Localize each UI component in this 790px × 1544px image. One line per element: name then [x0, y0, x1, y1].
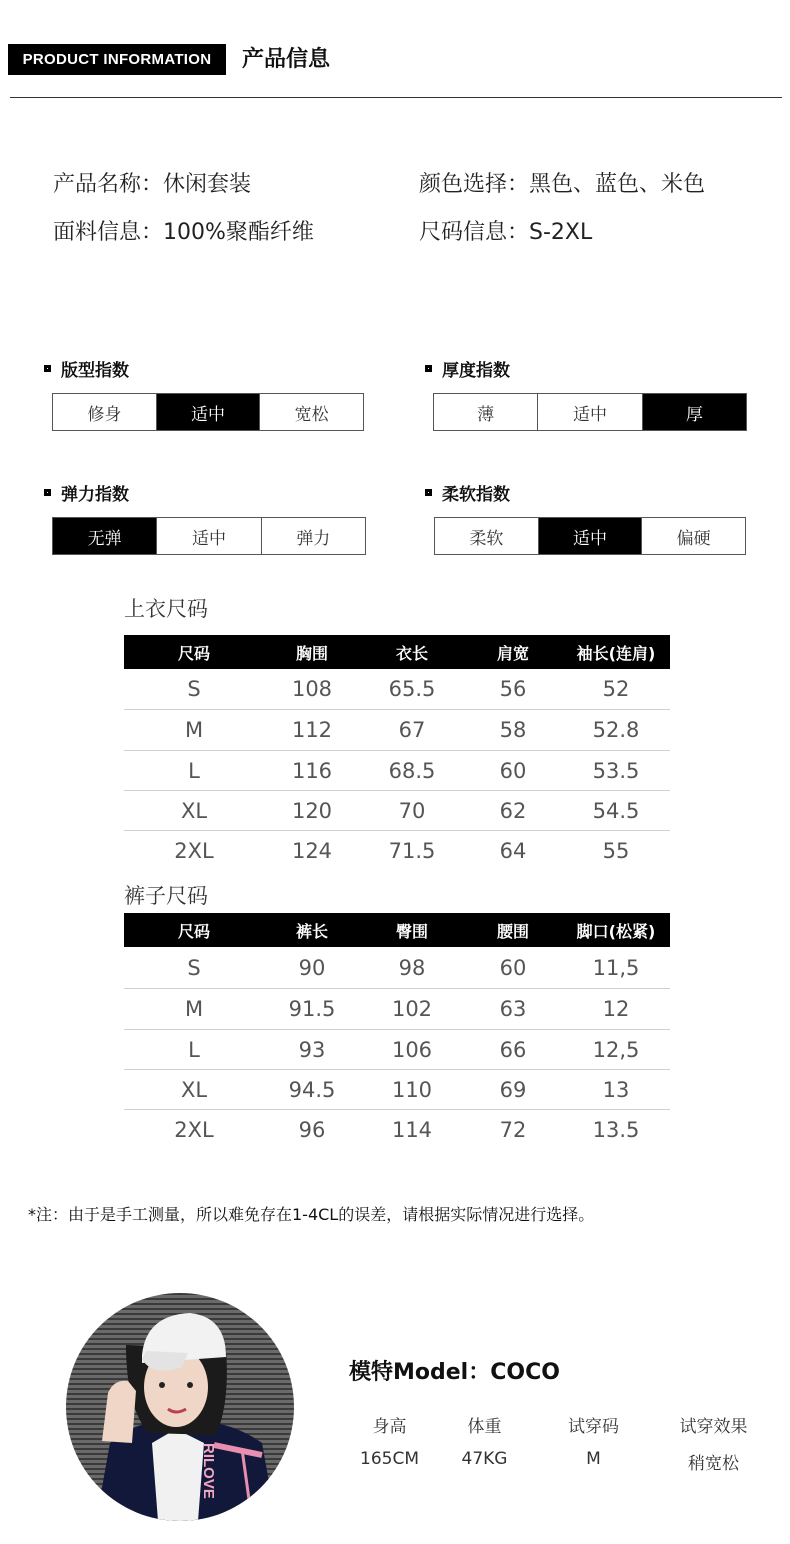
cell-size: S [187, 955, 201, 980]
shirt-print-text: RILOVE [200, 1443, 217, 1499]
cell-pants-length: 91.5 [288, 997, 336, 1021]
header-hem: 脚口(松紧) [576, 921, 656, 941]
thickness-option-thin: 薄 [434, 394, 538, 430]
header-sleeve: 袖长(连肩) [576, 643, 656, 663]
table-row [124, 1070, 670, 1110]
header-hip: 臀围 [395, 921, 428, 941]
header-waist: 腰围 [496, 921, 529, 941]
cell-size: M [184, 718, 204, 742]
cell-sleeve: 55 [602, 839, 630, 863]
cell-pants-length: 90 [298, 955, 326, 980]
stretch-index-label [44, 480, 129, 505]
cell-shoulder: 62 [499, 798, 527, 823]
thickness-option-thick: 厚 [643, 394, 746, 430]
pants-size-table-title: 裤子尺码 [124, 884, 208, 908]
cell-size: L [188, 1037, 200, 1062]
cell-sleeve: 52 [602, 677, 630, 701]
cell-waist: 60 [499, 955, 527, 980]
square-bullet-icon [44, 365, 51, 372]
cell-size: 2XL [174, 1118, 214, 1142]
thickness-index-scale [433, 393, 747, 431]
model-photo [66, 1293, 294, 1521]
cell-length: 70 [398, 798, 426, 823]
fit-index-title: 版型指数 [61, 361, 129, 381]
softness-option-soft: 柔软 [435, 518, 539, 554]
table-row [124, 831, 670, 871]
cell-pants-length: 94.5 [288, 1077, 336, 1102]
size-info: 尺码信息：S-2XL [419, 220, 593, 245]
cell-pants-length: 93 [298, 1037, 326, 1062]
cell-size: L [188, 758, 200, 783]
trial-size-label: 试穿码 [568, 1417, 619, 1437]
cell-hip: 106 [391, 1037, 433, 1062]
thickness-option-medium: 适中 [538, 394, 642, 430]
header-size: 尺码 [177, 643, 210, 663]
model-stats [346, 1412, 776, 1474]
height-label: 身高 [372, 1417, 407, 1437]
fit-index-label [44, 356, 129, 381]
table-row [124, 1110, 670, 1150]
cell-size: 2XL [174, 839, 214, 863]
cell-chest: 120 [291, 798, 333, 823]
product-name: 产品名称：休闲套装 [53, 172, 252, 197]
trial-size-value: M [586, 1449, 601, 1469]
header-length: 衣长 [395, 643, 428, 663]
cell-length: 67 [398, 718, 426, 742]
softness-index-title: 柔软指数 [442, 485, 510, 505]
cell-chest: 108 [291, 677, 333, 701]
cell-size: XL [180, 1077, 208, 1102]
table-row [124, 989, 670, 1030]
thickness-index-title: 厚度指数 [442, 361, 510, 381]
header-pants-length: 裤长 [295, 921, 328, 941]
fit-option-slim: 修身 [53, 394, 157, 430]
fit-option-loose: 宽松 [294, 404, 329, 425]
cell-length: 71.5 [388, 839, 436, 863]
cell-sleeve: 53.5 [592, 758, 640, 783]
cell-chest: 124 [291, 839, 333, 863]
fit-option-regular: 适中 [157, 394, 261, 430]
cell-shoulder: 64 [499, 839, 527, 863]
cell-waist: 72 [499, 1118, 527, 1142]
weight-value: 47KG [461, 1449, 508, 1469]
softness-option-firm: 偏硬 [676, 528, 711, 549]
cell-shoulder: 58 [499, 718, 527, 742]
section-badge: PRODUCT INFORMATION [8, 44, 226, 75]
cell-hem: 12,5 [592, 1037, 640, 1062]
table-row [124, 751, 670, 791]
softness-option-medium: 适中 [539, 518, 643, 554]
table-row [124, 669, 670, 710]
header-divider [10, 97, 782, 98]
header-chest: 胸围 [295, 643, 328, 663]
cell-chest: 112 [291, 718, 333, 742]
cell-hem: 13 [602, 1077, 630, 1102]
height-value: 165CM [360, 1449, 419, 1469]
square-bullet-icon [425, 489, 432, 496]
fit-index-scale [52, 393, 364, 431]
cell-hip: 114 [391, 1118, 433, 1142]
stretch-index-title: 弹力指数 [61, 485, 129, 505]
table-row [124, 947, 670, 989]
fit-effect-value: 稍宽松 [688, 1454, 739, 1474]
stretch-option-stretchy: 弹力 [296, 528, 331, 549]
softness-index-label [425, 480, 510, 505]
cell-hip: 102 [391, 997, 433, 1021]
stretch-option-none: 无弹 [53, 518, 157, 554]
section-title: 产品信息 [242, 47, 331, 72]
stretch-option-medium: 适中 [157, 518, 261, 554]
cell-hem: 12 [602, 997, 630, 1021]
top-size-table [124, 635, 670, 871]
softness-index-scale [434, 517, 746, 555]
cell-length: 68.5 [388, 758, 436, 783]
table-header-row [124, 635, 670, 669]
cell-length: 65.5 [388, 677, 436, 701]
cell-size: S [187, 677, 201, 701]
weight-label: 体重 [467, 1417, 502, 1437]
cell-shoulder: 60 [499, 758, 527, 783]
measurement-note: *注：由于是手工测量，所以难免存在1-4CL的误差，请根据实际情况进行选择。 [28, 1205, 595, 1224]
cell-waist: 69 [499, 1077, 527, 1102]
cell-waist: 63 [499, 997, 527, 1021]
table-row [124, 1030, 670, 1070]
top-size-table-title: 上衣尺码 [124, 597, 208, 621]
cell-sleeve: 54.5 [592, 798, 640, 823]
header-shoulder: 肩宽 [496, 643, 529, 663]
cell-pants-length: 96 [298, 1118, 326, 1142]
square-bullet-icon [425, 365, 432, 372]
header-size: 尺码 [177, 921, 210, 941]
cell-size: M [184, 997, 204, 1021]
fabric-info: 面料信息：100%聚酯纤维 [53, 220, 314, 245]
model-title: 模特Model：COCO [349, 1360, 560, 1385]
table-row [124, 791, 670, 831]
cell-hem: 13.5 [592, 1118, 640, 1142]
cell-sleeve: 52.8 [592, 718, 640, 742]
stretch-index-scale [52, 517, 366, 555]
table-header-row [124, 913, 670, 947]
thickness-index-label [425, 356, 510, 381]
cell-chest: 116 [291, 758, 333, 783]
color-options: 颜色选择：黑色、蓝色、米色 [419, 172, 706, 197]
fit-effect-label: 试穿效果 [679, 1417, 748, 1437]
model-illustration [66, 1293, 294, 1521]
cell-hip: 98 [398, 955, 426, 980]
square-bullet-icon [44, 489, 51, 496]
cell-shoulder: 56 [499, 677, 527, 701]
table-row [124, 710, 670, 751]
cell-size: XL [180, 798, 208, 823]
cell-waist: 66 [499, 1037, 527, 1062]
pants-size-table [124, 913, 670, 1150]
cell-hip: 110 [391, 1077, 433, 1102]
cell-hem: 11,5 [592, 955, 640, 980]
